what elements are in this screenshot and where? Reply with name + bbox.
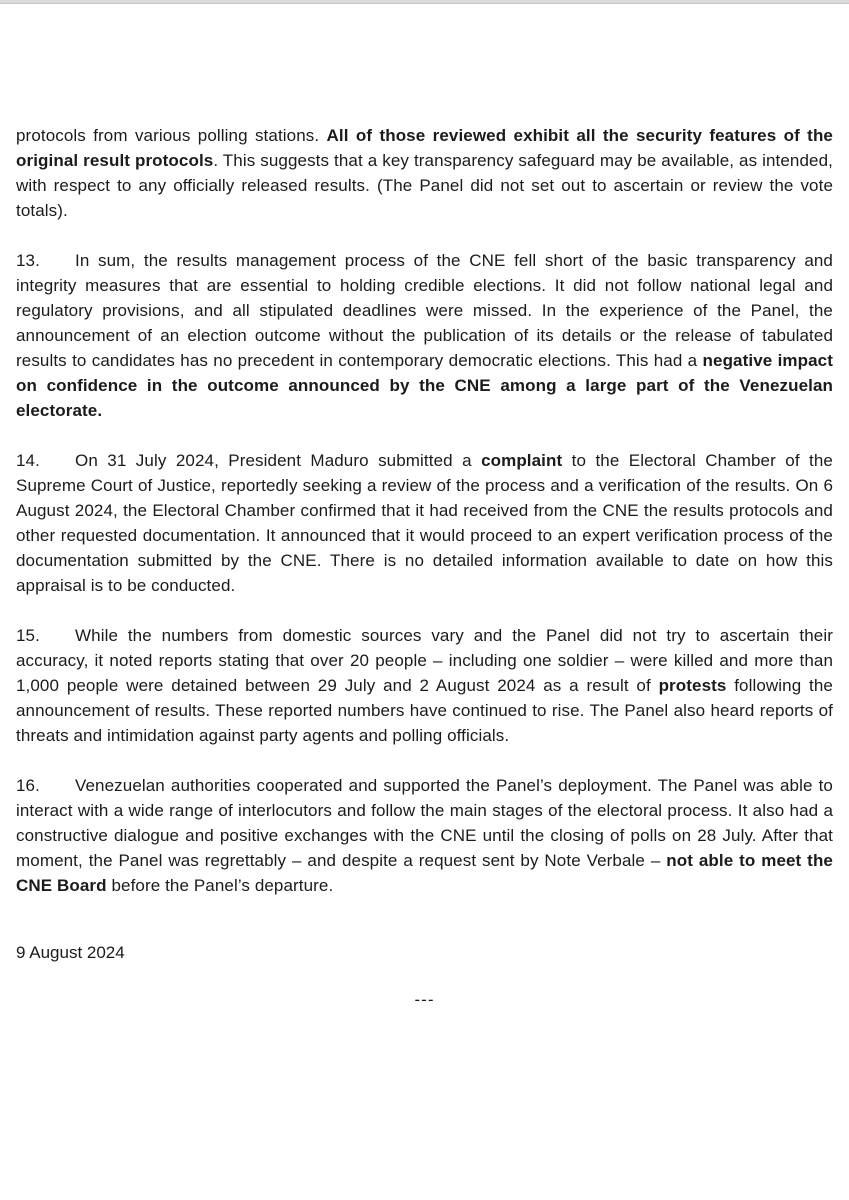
text-run: protocols from various polling stations. — [16, 126, 327, 145]
paragraph — [16, 448, 833, 598]
paragraph — [16, 123, 833, 223]
paragraph-number: 15. — [16, 626, 40, 645]
paragraph-number: 14. — [16, 451, 40, 470]
paragraph — [16, 248, 833, 423]
bold-text-run: negative impact on confidence in the outcome announced by the CNE among a large part of the Venezuelan electorate. — [16, 351, 833, 420]
date-line: 9 August 2024 — [16, 943, 125, 962]
bold-text-run: protests — [658, 676, 727, 695]
bold-text-run: All of those reviewed exhibit all the security features of the original result protocols — [16, 126, 833, 170]
paragraph — [16, 623, 833, 748]
bold-text-run: not able to meet the CNE Board — [16, 851, 833, 895]
text-run: Venezuelan authorities cooperated and supported the Panel’s deployment. The Panel was able to interact with a wide range of interlocutors and follow the main stages of the electoral process. It also had a constructive dialogue and positive exchanges with the CNE until the closing of polls on 28 July. After that moment, the Panel was regrettably – and despite a request sent by Note Verbale – — [16, 776, 833, 870]
document-body — [0, 123, 849, 1012]
text-run: to the Electoral Chamber of the Supreme Court of Justice, reportedly seeking a review of the process and a verification of the results. On 6 August 2024, the Electoral Chamber confirmed that it had received from the CNE the results protocols and other requested documentation. It announced that it would proceed to an expert verification process of the documentation submitted by the CNE. There is no detailed information available to date on how this appraisal is to be conducted. — [16, 451, 833, 595]
text-run: In sum, the results management process of the CNE fell short of the basic transparency and integrity measures that are essential to holding credible elections. It did not follow national legal and regulatory provisions, and all stipulated deadlines were missed. In the experience of the Panel, the announcement of an election outcome without the publication of its details or the release of tabulated results to candidates has no precedent in contemporary democratic elections. This had a — [16, 251, 833, 370]
text-run: On 31 July 2024, President Maduro submitted a — [75, 451, 482, 470]
paragraph-number: 13. — [16, 251, 40, 270]
end-mark: --- — [414, 990, 435, 1009]
paragraph-number: 16. — [16, 776, 40, 795]
text-run: While the numbers from domestic sources vary and the Panel did not try to ascertain their accuracy, it noted reports stating that over 20 people – including one soldier – were killed and more than 1,000 people were detained between 29 July and 2 August 2024 as a result of — [16, 626, 833, 695]
bold-text-run: complaint — [481, 451, 563, 470]
paragraph — [16, 773, 833, 898]
text-run: . This suggests that a key transparency safeguard may be available, as intended, with respect to any officially released results. (The Panel did not set out to ascertain or review the vote totals). — [16, 151, 833, 220]
text-run: before the Panel’s departure. — [106, 876, 334, 895]
top-divider — [0, 0, 849, 4]
text-run: following the announcement of results. These reported numbers have continued to rise. The Panel also heard reports of threats and intimidation against party agents and polling officials. — [16, 676, 833, 745]
